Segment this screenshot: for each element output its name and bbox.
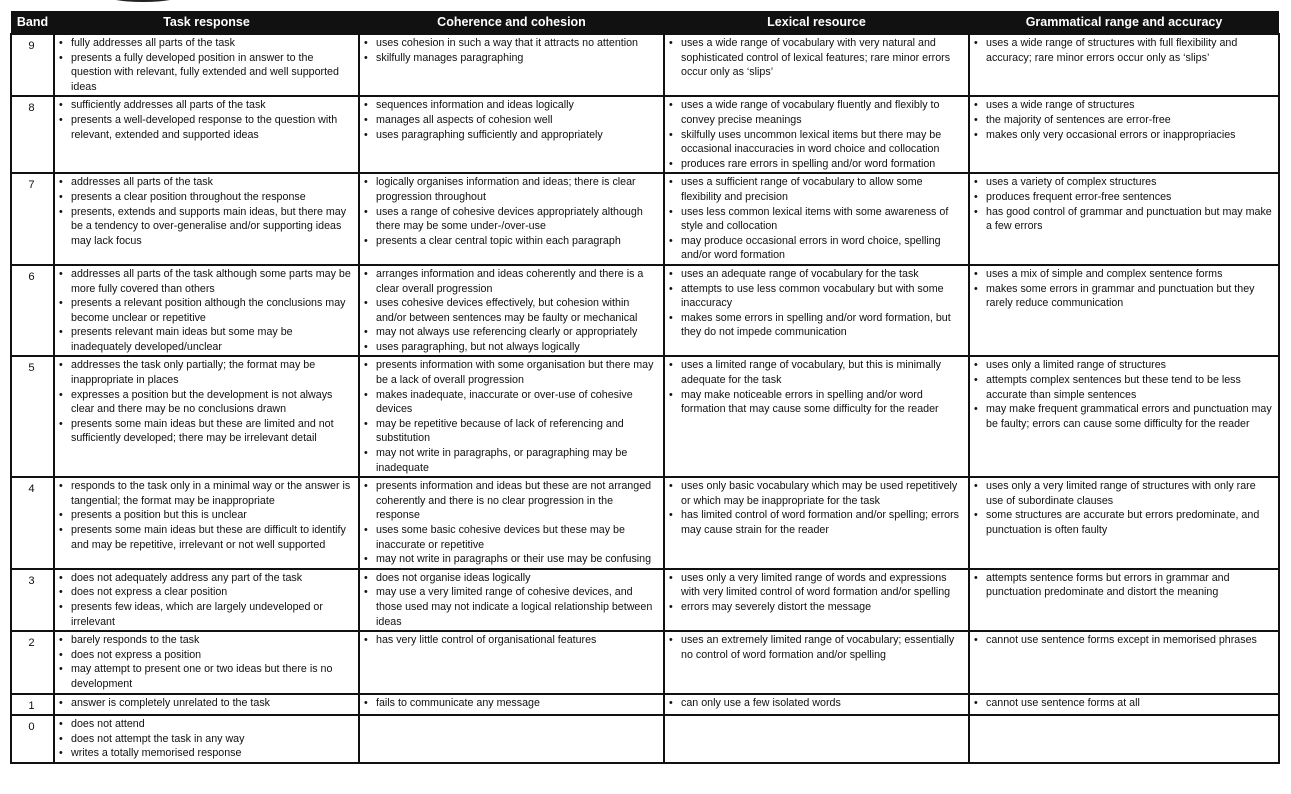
cell-grammatical-range	[969, 631, 1279, 693]
descriptor-item: • barely responds to the task	[57, 633, 354, 648]
cell-lexical-resource	[664, 631, 969, 693]
descriptor-item: • responds to the task only in a minimal way or the answer is tangential; the format may be inappropriate	[57, 479, 354, 508]
descriptor-item: • may make frequent grammatical errors and punctuation may be faulty; errors can cause some difficulty for the reader	[972, 402, 1274, 431]
descriptor-item: • uses a wide range of structures with full flexibility and accuracy; rare minor errors occur only as ‘slips’	[972, 36, 1274, 65]
descriptor-item: • does not adequately address any part of the task	[57, 571, 354, 586]
header-band: Band	[11, 11, 54, 34]
cell-grammatical-range	[969, 569, 1279, 631]
descriptor-list	[972, 358, 1274, 431]
descriptor-item: • uses only a limited range of structures	[972, 358, 1274, 373]
descriptor-item: • the majority of sentences are error-free	[972, 113, 1274, 128]
band-number: 7	[11, 173, 54, 265]
descriptor-item: • presents some main ideas but these are limited and not sufficiently developed; there may be irrelevant detail	[57, 417, 354, 446]
band-descriptors-table	[10, 11, 1280, 764]
descriptor-item: • cannot use sentence forms except in memorised phrases	[972, 633, 1274, 648]
descriptor-item: • does not organise ideas logically	[362, 571, 659, 586]
descriptor-item: • uses a variety of complex structures	[972, 175, 1274, 190]
cell-coherence-cohesion	[359, 631, 664, 693]
descriptor-item: • presents a clear central topic within each paragraph	[362, 234, 659, 249]
descriptor-item: • uses a wide range of vocabulary with very natural and sophisticated control of lexical features; rare minor errors occur only as ‘slips’	[667, 36, 964, 80]
descriptor-item: • can only use a few isolated words	[667, 696, 964, 711]
descriptor-item: • fully addresses all parts of the task	[57, 36, 354, 51]
descriptor-item: • presents some main ideas but these are difficult to identify and may be repetitive, irrelevant or not well supported	[57, 523, 354, 552]
cell-coherence-cohesion	[359, 715, 664, 763]
descriptor-list	[667, 267, 964, 340]
descriptor-item: • may make noticeable errors in spelling and/or word formation that may cause some difficulty for the reader	[667, 388, 964, 417]
descriptor-item: • presents information with some organisation but there may be a lack of overall progression	[362, 358, 659, 387]
cell-coherence-cohesion	[359, 694, 664, 716]
band-row	[11, 694, 1279, 716]
descriptor-item: • expresses a position but the development is not always clear and there may be no conclusions drawn	[57, 388, 354, 417]
descriptor-item: • manages all aspects of cohesion well	[362, 113, 659, 128]
descriptor-item: • uses an adequate range of vocabulary for the task	[667, 267, 964, 282]
header-row	[11, 11, 1279, 34]
descriptor-item: • uses a mix of simple and complex sentence forms	[972, 267, 1274, 282]
descriptor-item: • may not write in paragraphs, or paragraphing may be inadequate	[362, 446, 659, 475]
descriptor-item: • arranges information and ideas coherently and there is a clear overall progression	[362, 267, 659, 296]
descriptor-item: • may be repetitive because of lack of referencing and substitution	[362, 417, 659, 446]
descriptor-list	[667, 358, 964, 416]
descriptor-item: • sequences information and ideas logically	[362, 98, 659, 113]
descriptor-item: • produces frequent error-free sentences	[972, 190, 1274, 205]
descriptor-list	[57, 267, 354, 355]
descriptor-item: • does not attend	[57, 717, 354, 732]
descriptor-list	[57, 571, 354, 629]
cell-lexical-resource	[664, 715, 969, 763]
descriptor-item: • may not write in paragraphs or their use may be confusing	[362, 552, 659, 567]
descriptor-item: • does not attempt the task in any way	[57, 732, 354, 747]
cell-coherence-cohesion	[359, 356, 664, 477]
descriptor-item: • skilfully manages paragraphing	[362, 51, 659, 66]
descriptor-item: • uses a wide range of vocabulary fluently and flexibly to convey precise meanings	[667, 98, 964, 127]
cell-lexical-resource	[664, 34, 969, 96]
descriptor-item: • uses a range of cohesive devices appropriately although there may be some under-/over-use	[362, 205, 659, 234]
descriptor-list	[362, 358, 659, 475]
band-row	[11, 715, 1279, 763]
cell-grammatical-range	[969, 34, 1279, 96]
descriptor-item: • addresses all parts of the task	[57, 175, 354, 190]
descriptor-list	[362, 98, 659, 142]
descriptor-item: • skilfully uses uncommon lexical items but there may be occasional inaccuracies in word choice and collocation	[667, 128, 964, 157]
descriptor-item: • may attempt to present one or two ideas but there is no development	[57, 662, 354, 691]
descriptor-list	[667, 633, 964, 662]
band-rows	[11, 34, 1279, 763]
cell-lexical-resource	[664, 694, 969, 716]
cell-grammatical-range	[969, 715, 1279, 763]
cell-grammatical-range	[969, 173, 1279, 265]
cell-coherence-cohesion	[359, 173, 664, 265]
header-coherence-cohesion: Coherence and cohesion	[359, 11, 664, 34]
cell-grammatical-range	[969, 265, 1279, 357]
descriptor-item: • has good control of grammar and punctuation but may make a few errors	[972, 205, 1274, 234]
descriptor-list	[57, 696, 354, 711]
descriptor-item: • attempts sentence forms but errors in grammar and punctuation predominate and distort the meaning	[972, 571, 1274, 600]
descriptor-item: • presents a well-developed response to the question with relevant, extended and supported ideas	[57, 113, 354, 142]
descriptor-item: • sufficiently addresses all parts of the task	[57, 98, 354, 113]
descriptor-list	[57, 175, 354, 248]
descriptor-list	[972, 98, 1274, 142]
band-number: 0	[11, 715, 54, 763]
cell-lexical-resource	[664, 477, 969, 569]
descriptor-item: • may produce occasional errors in word choice, spelling and/or word formation	[667, 234, 964, 263]
descriptor-item: • makes inadequate, inaccurate or over-use of cohesive devices	[362, 388, 659, 417]
descriptor-list	[972, 696, 1274, 711]
cell-grammatical-range	[969, 694, 1279, 716]
descriptor-item: • uses a sufficient range of vocabulary to allow some flexibility and precision	[667, 175, 964, 204]
cell-task-response	[54, 96, 359, 173]
descriptor-list	[972, 267, 1274, 311]
cell-task-response	[54, 694, 359, 716]
descriptor-item: • makes some errors in grammar and punctuation but they rarely reduce communication	[972, 282, 1274, 311]
descriptor-item: • presents few ideas, which are largely undeveloped or irrelevant	[57, 600, 354, 629]
descriptor-item: • fails to communicate any message	[362, 696, 659, 711]
descriptor-item: • may not always use referencing clearly or appropriately	[362, 325, 659, 340]
cell-grammatical-range	[969, 477, 1279, 569]
descriptor-item: • presents information and ideas but these are not arranged coherently and there is no clear progression in the response	[362, 479, 659, 523]
cell-lexical-resource	[664, 173, 969, 265]
descriptor-list	[667, 571, 964, 615]
cell-lexical-resource	[664, 569, 969, 631]
cell-task-response	[54, 356, 359, 477]
decorative-arc	[100, 0, 186, 4]
band-row	[11, 477, 1279, 569]
descriptor-item: • addresses all parts of the task although some parts may be more fully covered than others	[57, 267, 354, 296]
band-row	[11, 34, 1279, 96]
cell-task-response	[54, 569, 359, 631]
descriptor-list	[362, 36, 659, 65]
band-row	[11, 96, 1279, 173]
descriptor-item: • presents a clear position throughout the response	[57, 190, 354, 205]
cell-grammatical-range	[969, 96, 1279, 173]
header-task-response: Task response	[54, 11, 359, 34]
descriptor-item: • presents a position but this is unclear	[57, 508, 354, 523]
band-number: 5	[11, 356, 54, 477]
descriptor-item: • uses only a very limited range of structures with only rare use of subordinate clauses	[972, 479, 1274, 508]
descriptor-list	[57, 36, 354, 94]
cell-coherence-cohesion	[359, 96, 664, 173]
cell-lexical-resource	[664, 265, 969, 357]
descriptor-list	[362, 696, 659, 711]
descriptor-item: • uses paragraphing sufficiently and appropriately	[362, 128, 659, 143]
descriptor-item: • uses a wide range of structures	[972, 98, 1274, 113]
descriptor-item: • may use a very limited range of cohesive devices, and those used may not indicate a logical relationship between ideas	[362, 585, 659, 629]
descriptor-list	[57, 98, 354, 142]
descriptor-item: • presents, extends and supports main ideas, but there may be a tendency to over-generalise and/or supporting ideas may lack focus	[57, 205, 354, 249]
descriptor-item: • errors may severely distort the message	[667, 600, 964, 615]
descriptor-list	[667, 175, 964, 263]
band-row	[11, 265, 1279, 357]
descriptor-list	[57, 717, 354, 761]
descriptor-item: • attempts complex sentences but these tend to be less accurate than simple sentences	[972, 373, 1274, 402]
band-number: 4	[11, 477, 54, 569]
band-row	[11, 173, 1279, 265]
cell-coherence-cohesion	[359, 265, 664, 357]
band-row	[11, 631, 1279, 693]
header-grammatical-range: Grammatical range and accuracy	[969, 11, 1279, 34]
descriptor-item: • makes only very occasional errors or inappropriacies	[972, 128, 1274, 143]
descriptor-item: • uses cohesion in such a way that it attracts no attention	[362, 36, 659, 51]
cell-task-response	[54, 715, 359, 763]
descriptor-item: • presents relevant main ideas but some may be inadequately developed/unclear	[57, 325, 354, 354]
band-number: 2	[11, 631, 54, 693]
descriptor-item: • does not express a position	[57, 648, 354, 663]
cell-lexical-resource	[664, 356, 969, 477]
band-number: 6	[11, 265, 54, 357]
descriptor-list	[362, 267, 659, 355]
descriptor-list	[972, 36, 1274, 65]
cell-coherence-cohesion	[359, 477, 664, 569]
band-number: 8	[11, 96, 54, 173]
descriptor-list	[972, 571, 1274, 600]
descriptor-item: • writes a totally memorised response	[57, 746, 354, 761]
descriptor-item: • uses cohesive devices effectively, but cohesion within and/or between sentences may be faulty or mechanical	[362, 296, 659, 325]
descriptor-item: • uses less common lexical items with some awareness of style and collocation	[667, 205, 964, 234]
descriptor-list	[362, 479, 659, 567]
descriptor-list	[57, 358, 354, 446]
band-row	[11, 569, 1279, 631]
cell-coherence-cohesion	[359, 569, 664, 631]
descriptor-item: • addresses the task only partially; the format may be inappropriate in places	[57, 358, 354, 387]
descriptor-list	[667, 696, 964, 711]
descriptor-list	[667, 98, 964, 171]
descriptor-item: • uses only a very limited range of words and expressions with very limited control of word formation and/or spelling	[667, 571, 964, 600]
header-lexical-resource: Lexical resource	[664, 11, 969, 34]
cell-task-response	[54, 631, 359, 693]
cell-task-response	[54, 34, 359, 96]
descriptor-list	[972, 633, 1274, 648]
descriptor-item: • uses a limited range of vocabulary, but this is minimally adequate for the task	[667, 358, 964, 387]
descriptor-list	[57, 479, 354, 552]
descriptor-item: • some structures are accurate but errors predominate, and punctuation is often faulty	[972, 508, 1274, 537]
cell-lexical-resource	[664, 96, 969, 173]
descriptor-list	[667, 479, 964, 537]
descriptor-list	[362, 571, 659, 629]
cell-coherence-cohesion	[359, 34, 664, 96]
descriptor-item: • has limited control of word formation and/or spelling; errors may cause strain for the reader	[667, 508, 964, 537]
band-number: 1	[11, 694, 54, 716]
descriptor-list	[362, 633, 659, 648]
descriptor-item: • uses some basic cohesive devices but these may be inaccurate or repetitive	[362, 523, 659, 552]
descriptor-item: • presents a fully developed position in answer to the question with relevant, fully extended and well supported ideas	[57, 51, 354, 95]
descriptor-item: • logically organises information and ideas; there is clear progression throughout	[362, 175, 659, 204]
descriptor-item: • cannot use sentence forms at all	[972, 696, 1274, 711]
descriptor-item: • presents a relevant position although the conclusions may become unclear or repetitive	[57, 296, 354, 325]
descriptor-list	[972, 479, 1274, 537]
descriptor-item: • uses only basic vocabulary which may be used repetitively or which may be inappropriate for the task	[667, 479, 964, 508]
descriptor-list	[57, 633, 354, 691]
cell-task-response	[54, 173, 359, 265]
descriptor-item: • makes some errors in spelling and/or word formation, but they do not impede communication	[667, 311, 964, 340]
band-number: 3	[11, 569, 54, 631]
descriptor-list	[667, 36, 964, 80]
descriptor-item: • answer is completely unrelated to the task	[57, 696, 354, 711]
descriptor-item: • produces rare errors in spelling and/or word formation	[667, 157, 964, 172]
band-number: 9	[11, 34, 54, 96]
cell-task-response	[54, 477, 359, 569]
descriptor-list	[362, 175, 659, 248]
cell-grammatical-range	[969, 356, 1279, 477]
descriptor-item: • uses paragraphing, but not always logically	[362, 340, 659, 355]
descriptor-item: • attempts to use less common vocabulary but with some inaccuracy	[667, 282, 964, 311]
descriptor-item: • does not express a clear position	[57, 585, 354, 600]
descriptor-list	[972, 175, 1274, 233]
descriptor-item: • has very little control of organisational features	[362, 633, 659, 648]
descriptor-item: • uses an extremely limited range of vocabulary; essentially no control of word formation and/or spelling	[667, 633, 964, 662]
band-row	[11, 356, 1279, 477]
cell-task-response	[54, 265, 359, 357]
